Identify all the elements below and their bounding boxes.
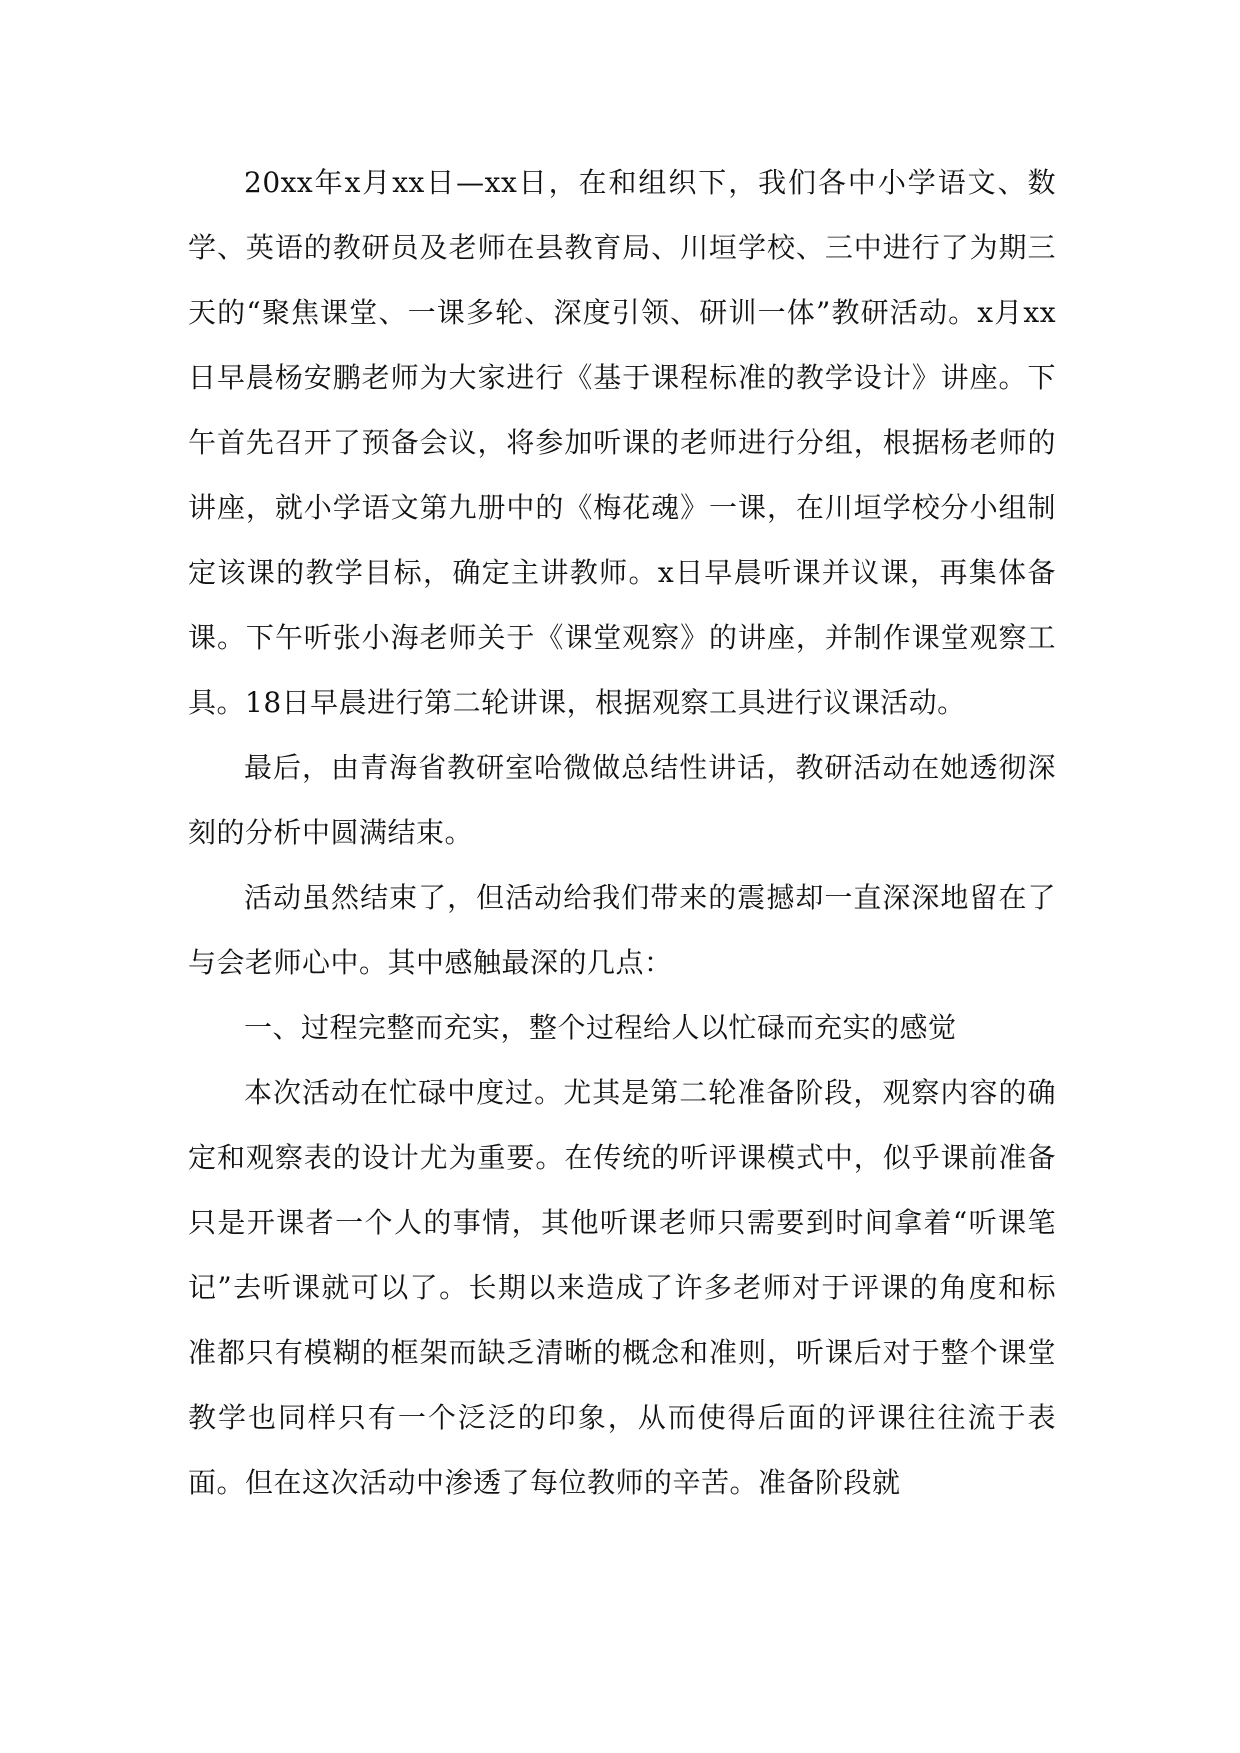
- paragraph-3: 活动虽然结束了，但活动给我们带来的震撼却一直深深地留在了与会老师心中。其中感触最深的几点：: [188, 881, 1056, 979]
- document-body: [188, 150, 1056, 1515]
- section-heading-1: 一、过程完整而充实，整个过程给人以忙碌而充实的感觉: [244, 1011, 957, 1044]
- paragraph-4: 本次活动在忙碌中度过。尤其是第二轮准备阶段，观察内容的确定和观察表的设计尤为重要。在传统的听评课模式中，似乎课前准备只是开课者一个人的事情，其他听课老师只需要到时间拿着“听课笔记”去听课就可以了。长期以来造成了许多老师对于评课的角度和标准都只有模糊的框架而缺乏清晰的概念和准则，听课后对于整个课堂教学也同样只有一个泛泛的印象，从而使得后面的评课往往流于表面。但在这次活动中渗透了每位教师的辛苦。准备阶段就: [188, 1076, 1056, 1499]
- paragraph-2: 最后，由青海省教研室哈微做总结性讲话，教研活动在她透彻深刻的分析中圆满结束。: [188, 751, 1056, 849]
- paragraph-1: 20xx年x月xx日—xx日，在和组织下，我们各中小学语文、数学、英语的教研员及老师在县教育局、川垣学校、三中进行了为期三天的“聚焦课堂、一课多轮、深度引领、研训一体”教研活动。x月xx日早晨杨安鹏老师为大家进行《基于课程标准的教学设计》讲座。下午首先召开了预备会议，将参加听课的老师进行分组，根据杨老师的讲座，就小学语文第九册中的《梅花魂》一课，在川垣学校分小组制定该课的教学目标，确定主讲教师。x日早晨听课并议课，再集体备课。下午听张小海老师关于《课堂观察》的讲座，并制作课堂观察工具。18日早晨进行第二轮讲课，根据观察工具进行议课活动。: [188, 166, 1056, 719]
